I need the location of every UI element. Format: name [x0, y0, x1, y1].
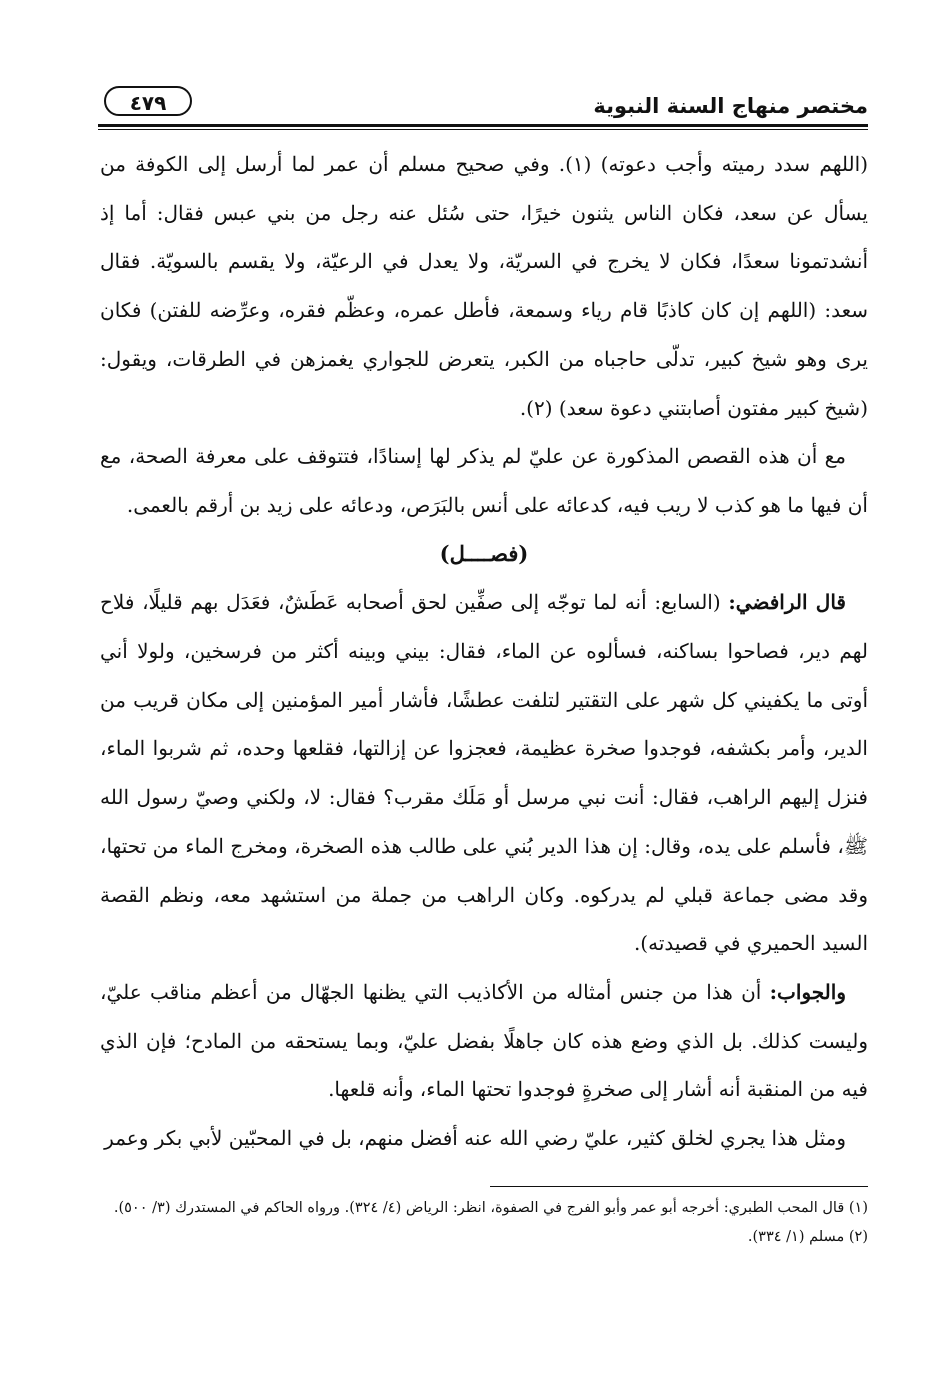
footnote-1: (١) قال المحب الطبري: أخرجه أبو عمر وأبو الفرج في الصفوة، انظر: الرياض (٤/ ٣٢٤). ورواه الحاكم في المستدرك (٣/ ٥٠٠). — [113, 1200, 868, 1216]
page-number-badge: ٤٧٩ — [104, 86, 192, 116]
header-rule — [98, 124, 868, 130]
paragraph-rafidi-claim — [100, 578, 868, 968]
footnote-rule — [490, 1186, 868, 1187]
paragraph-answer — [100, 968, 868, 1114]
paragraph-last: ومثل هذا يجري لخلق كثير، عليّ رضي الله عنه أفضل منهم، بل في المحبّين لأبي بكر وعمر — [104, 1126, 846, 1151]
rafidi-label: قال الرافضي: — [728, 590, 846, 615]
main-text — [100, 140, 868, 1163]
running-header — [98, 82, 868, 122]
rafidi-text: (السابع: أنه لما توجّه إلى صفِّين لحق أصحابه عَطَشٌ، فعَدَل بهم قليلًا، فلاح لهم دير، فصاحوا بساكنه، فسألوه عن الماء، فقال: بيني وبينه أكثر من فرسخين، ولولا أني أوتى ما يكفيني كل شهر على التقتير لتلفت عطشًا، فأشار أمير المؤمنين إلى مكان قريب من الدير، وأمر بكشفه، فوجدوا صخرة عظيمة، فعجزوا عن إزالتها، فقلعها وحده، ثم شربوا الماء، فنزل إليهم الراهب، فقال: أنت نبي مرسل أو مَلَك مقرب؟ فقال: لا، ولكني وصيّ رسول الله ﷺ، فأسلم على يده، وقال: إن هذا الدير بُني على طالب هذه الصخرة، ومخرج الماء من تحتها، وقد مضى جماعة قبلي لم يدركوه. وكان الراهب من جملة من استشهد معه، ونظم القصة السيد الحميري في قصيدته). — [100, 590, 868, 956]
footnote-2: (٢) مسلم (١/ ٣٣٤). — [747, 1229, 868, 1245]
section-heading: (فصــــل) — [439, 540, 529, 566]
answer-text: أن هذا من جنس أمثاله من الأكاذيب التي يظنها الجهّال من أعظم مناقب عليّ، وليست كذلك. بل الذي وضع هذه كان جاهلًا بفضل عليّ، وبما يستحقه من المادح؛ فإن الذي فيه من المنقبة أنه أشار إلى صخرةٍ فوجدوا تحتها الماء، وأنه قلعها. — [100, 979, 868, 1102]
book-title: مختصر منهاج السنة النبوية — [593, 94, 868, 118]
paragraph-commentary: مع أن هذه القصص المذكورة عن عليّ لم يذكر لها إسنادًا، فتتوقف على معرفة الصحة، مع أن فيها ما هو كذب لا ريب فيه، كدعائه على أنس بالبَرَص، ودعائه على زيد بن أرقم بالعمى. — [100, 444, 868, 517]
footnotes — [100, 1194, 868, 1252]
paragraph-saad-story: (اللهم سدد رميته وأجب دعوته) (١). وفي صحيح مسلم أن عمر لما أرسل إلى الكوفة من يسأل عن سعد، فكان الناس يثنون خيرًا، حتى سُئل عنه رجل من بني عبس فقال: أما إذ أنشدتمونا سعدًا، فكان لا يخرج في السريّة، ولا يعدل في الرعيّة، ولا يقسم بالسويّة. فقال سعد: (اللهم إن كان كاذبًا قام رياء وسمعة، فأطل عمره، وعظّم فقره، وعرِّضه للفتن) فكان يرى وهو شيخ كبير، تدلّى حاجباه من الكبر، يتعرض للجواري يغمزهن في الطرقات، ويقول: (شيخ كبير مفتون أصابتني دعوة سعد) (٢). — [100, 152, 868, 420]
answer-label: والجواب: — [769, 979, 846, 1004]
